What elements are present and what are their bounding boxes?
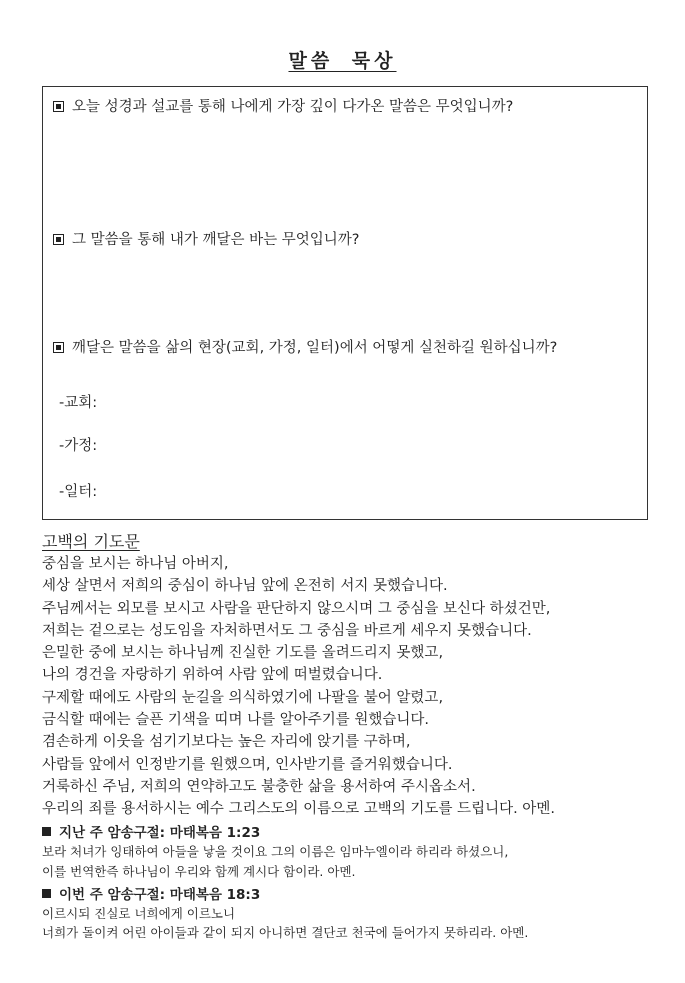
prayer-line: 중심을 보시는 하나님 아버지,	[42, 556, 229, 572]
prayer-line: 사람들 앞에서 인정받기를 원했으며, 인사받기를 즐거워했습니다.	[42, 756, 453, 773]
last-week-verse-line-1: 보라 처녀가 잉태하여 아들을 낳을 것이요 그의 이름은 임마누엘이라 하리라 하셨으니,	[42, 844, 509, 859]
this-week-verse-line-1: 이르시되 진실로 너희에게 이르노니	[42, 906, 236, 921]
prayer-title: 고백의 기도문	[42, 532, 140, 551]
prayer-text	[42, 553, 652, 821]
this-week-verse-heading-text: 이번 주 암송구절: 마태복음 18:3	[59, 887, 261, 903]
last-week-verse-line-2: 이를 번역한즉 하나님이 우리와 함께 계시다 함이라. 아멘.	[42, 864, 356, 879]
prayer-line: 구제할 때에도 사람의 눈길을 의식하였기에 나팔을 불어 알렸고,	[42, 689, 444, 706]
square-bullet-icon	[53, 234, 64, 245]
meditation-question-box	[42, 86, 648, 520]
this-week-verse-heading	[42, 883, 260, 903]
this-week-verse-line-2: 너희가 돌이켜 어린 아이들과 같이 되지 아니하면 결단코 천국에 들어가지 못하리라. 아멘.	[42, 925, 529, 940]
prayer-line: 주님께서는 외모를 보시고 사람을 판단하지 않으시며 그 중심을 보신다 하셨건만,	[42, 600, 551, 617]
prayer-line: 겸손하게 이웃을 섬기기보다는 높은 자리에 앉기를 구하며,	[42, 734, 411, 751]
prayer-line: 나의 경건을 자랑하기 위하여 사람 앞에 떠벌렸습니다.	[42, 667, 383, 684]
prayer-line: 거룩하신 주님, 저희의 연약하고도 불충한 삶을 용서하여 주시옵소서.	[42, 778, 476, 795]
prayer-line: 저희는 겉으로는 성도임을 자처하면서도 그 중심을 바르게 세우지 못했습니다.	[42, 622, 532, 639]
square-bullet-icon	[53, 101, 64, 112]
sub-label-home: -가정:	[59, 438, 98, 454]
question-2-text: 그 말씀을 통해 내가 깨달은 바는 무엇입니까?	[72, 232, 360, 248]
sub-label-church: -교회:	[59, 395, 98, 411]
question-2	[53, 228, 637, 252]
question-3-text: 깨달은 말씀을 삶의 현장(교회, 가정, 일터)에서 어떻게 실천하길 원하십니까?	[72, 340, 558, 356]
page-title: 말씀 묵상	[288, 50, 397, 72]
prayer-line: 우리의 죄를 용서하시는 예수 그리스도의 이름으로 고백의 기도를 드립니다. 아멘.	[42, 801, 555, 818]
question-1	[53, 95, 637, 119]
question-3	[53, 336, 639, 360]
last-week-verse-heading	[42, 821, 260, 841]
square-bullet-icon	[42, 889, 51, 898]
prayer-line: 은밀한 중에 보시는 하나님께 진실한 기도를 올려드리지 못했고,	[42, 645, 444, 662]
prayer-line: 금식할 때에는 슬픈 기색을 띠며 나를 알아주기를 원했습니다.	[42, 712, 430, 729]
square-bullet-icon	[53, 342, 64, 353]
last-week-verse-heading-text: 지난 주 암송구절: 마태복음 1:23	[59, 825, 261, 841]
prayer-line: 세상 살면서 저희의 중심이 하나님 앞에 온전히 서지 못했습니다.	[42, 578, 448, 595]
sub-label-work: -일터:	[59, 484, 98, 500]
question-1-text: 오늘 성경과 설교를 통해 나에게 가장 깊이 다가온 말씀은 무엇입니까?	[72, 99, 514, 115]
square-bullet-icon	[42, 827, 51, 836]
